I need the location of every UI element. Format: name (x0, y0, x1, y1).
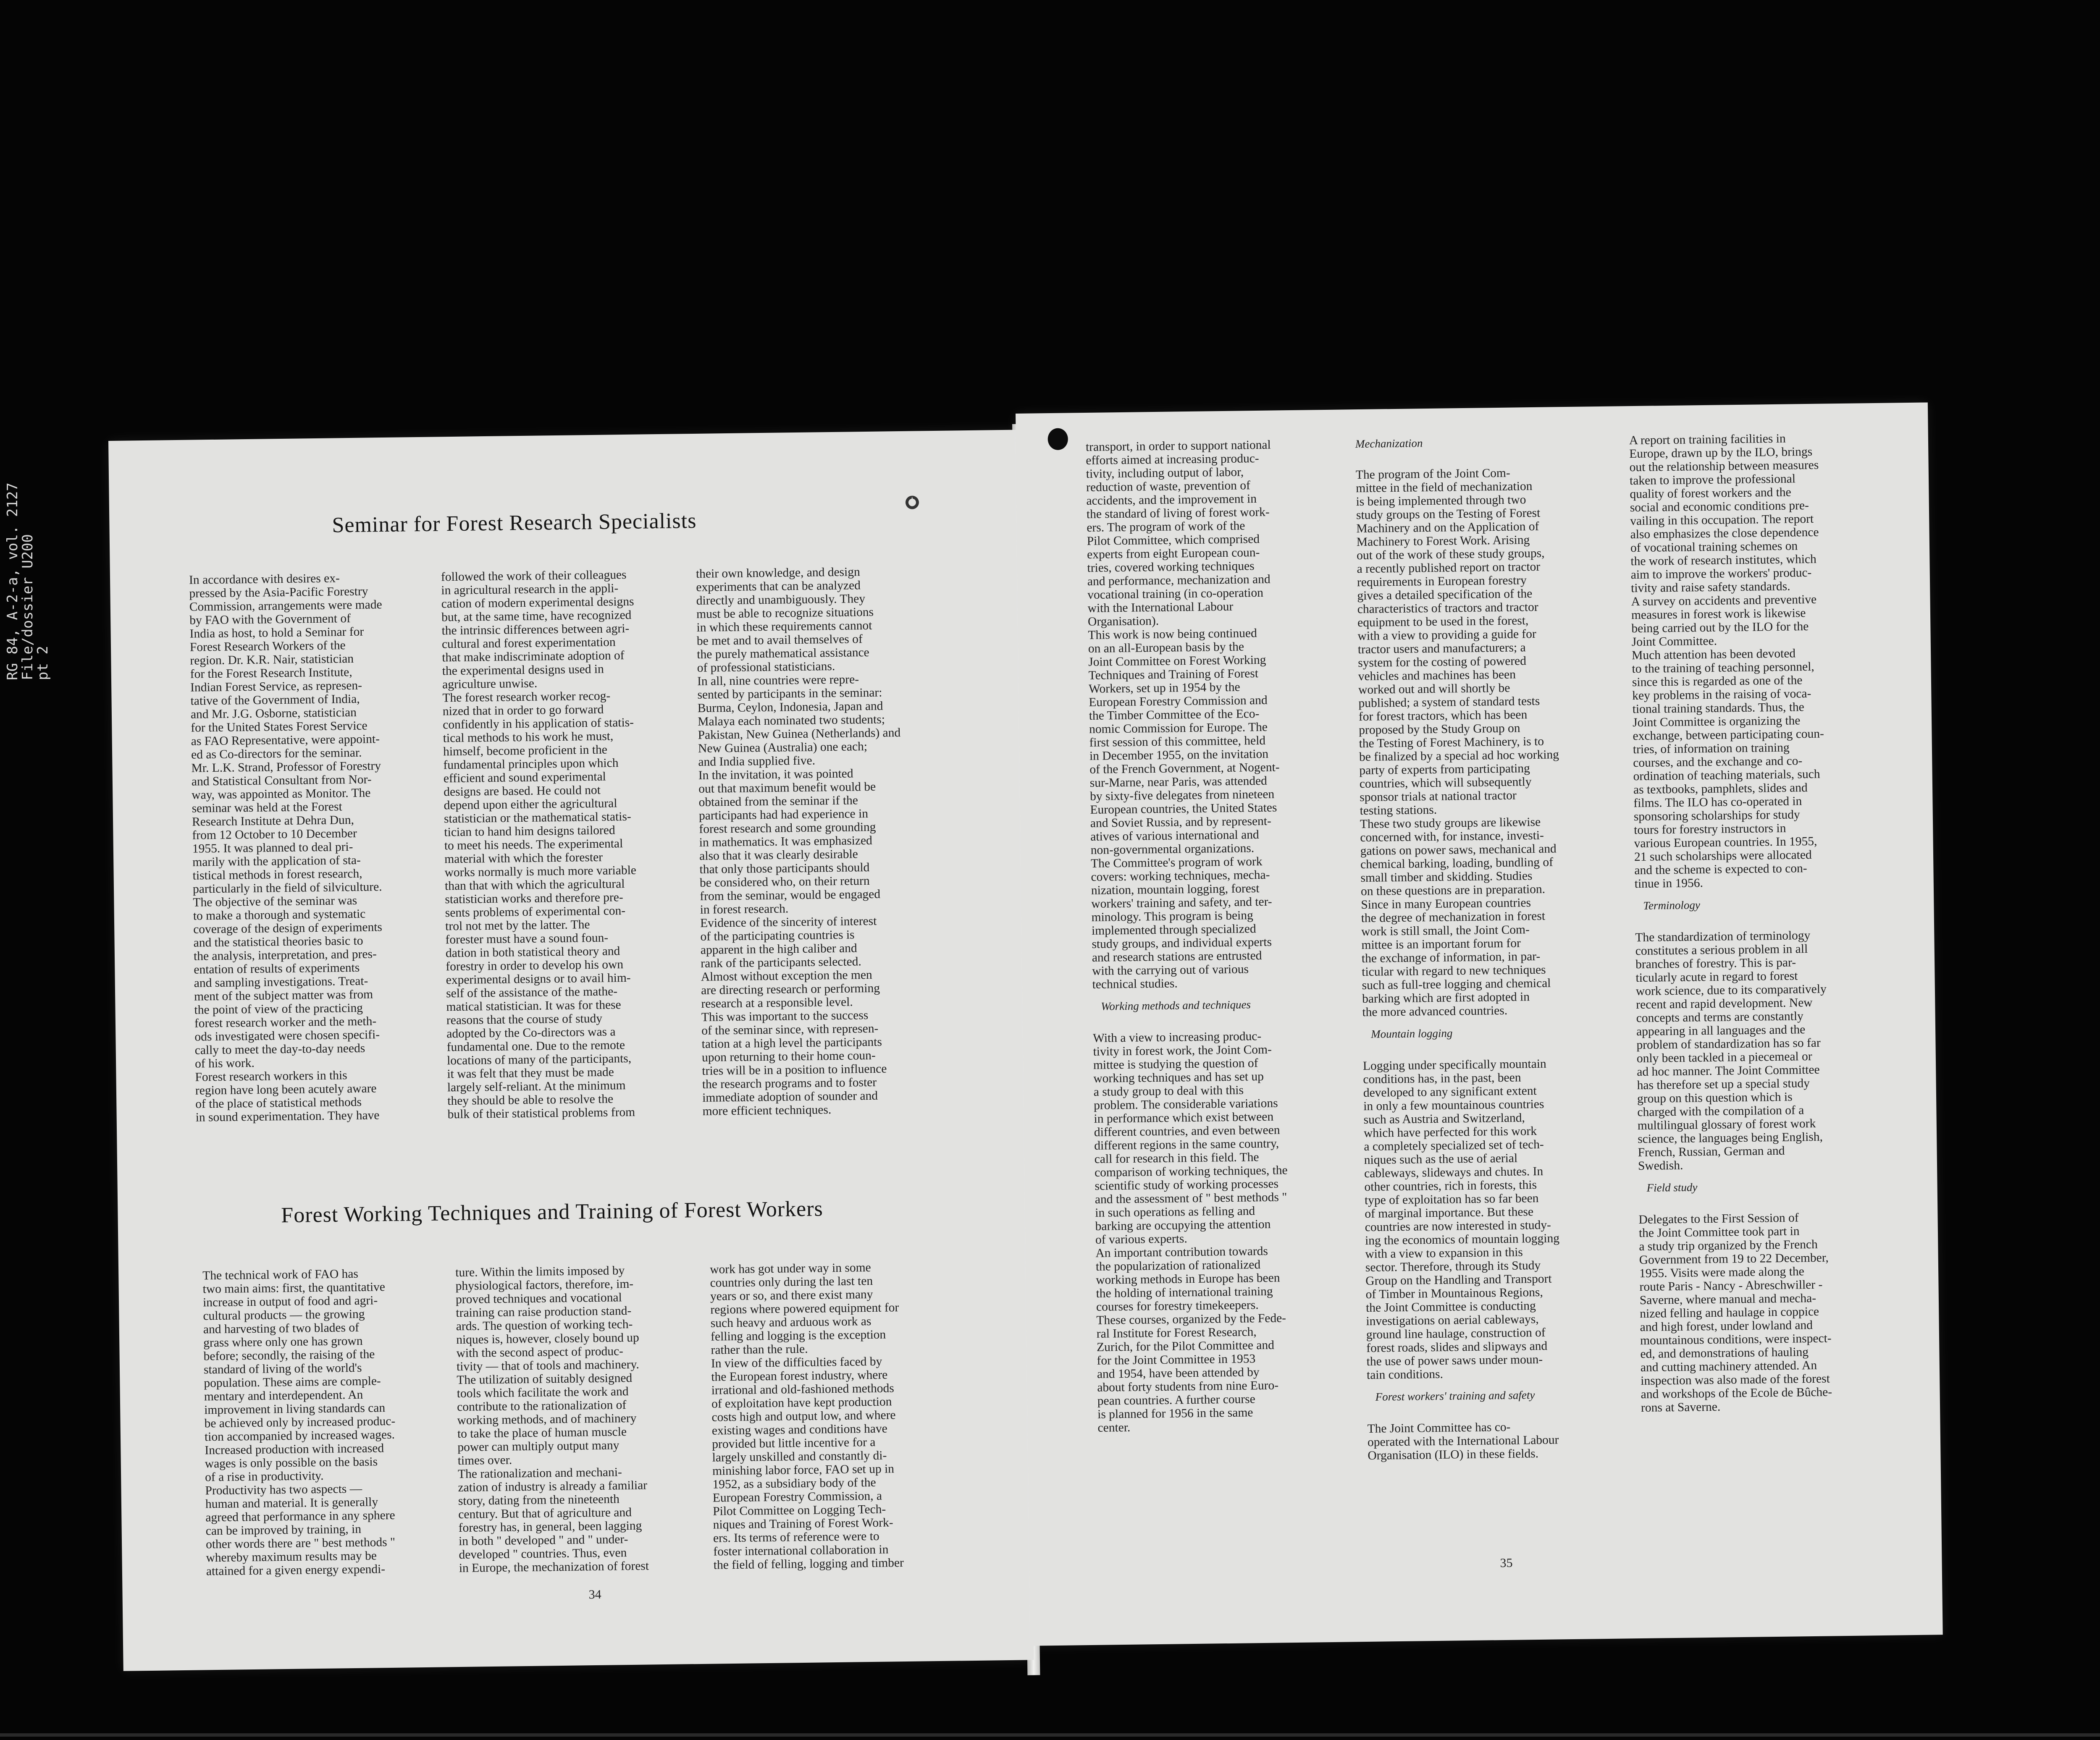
workers-column-1: The technical work of FAO has two main aims: first, the quantitative increase in output of food and agri- cultural products — the growing and harvesting of two blades of grass where only one has grown before; secondly, the raising of the standard of living of the world's population. These aims are comple- mentary and interdependent. An improvement in living standards can be achieved only by increased produc- tion accompanied by increased wages. Increased production with increased wages is only possible on the basis of a rise in productivity. Productivity has two aspects — human and material. It is generally agreed that performance in any sphere can be improved by training, in other words there are " best methods " whereby maximum results may be attained for a given energy expendi- (202, 1267, 396, 1578)
subheading-mountain-logging: Mountain logging (1370, 1027, 1453, 1040)
subheading-field-study: Field study (1646, 1181, 1698, 1194)
seminar-column-1: In accordance with desires ex- pressed by the Asia-Pacific Forestry Commission, arrangements were made by FAO with the Government of India as host, to hold a Seminar for Forest Research Workers of the region. Dr. K.R. Nair, statistician for the Forest Research Institute, Indian Forest Service, as represen- tative of the Government of India, and Mr. J.G. Osborne, statistician for the United States Forest Service as FAO Representative, were appoint- ed as Co-directors for the seminar. Mr. L.K. Strand, Professor of Forestry and Statistical Consultant from Nor- way, was appointed as Monitor. The seminar was held at the Forest Research Institute at Dehra Dun, from 12 October to 10 December 1955. It was planned to deal pri- marily with the application of sta- tistical methods in forest research, particularly in the field of silviculture. The objective of the seminar was to make a thorough and systematic coverage of the design of experiments and the statistical theories basic to the analysis, interpretation, and pres- entation of results of experiments and sampling investigations. Treat- ment of the subject matter was from the point of view of the practicing forest research worker and the meth- ods investigated were chosen specifi- cally to meet the day-to-day needs of his work. Forest research workers in this region have long been acutely aware of the place of statistical methods in sound experimentation. They have (189, 571, 383, 1124)
workers-column-3: work has got under way in some countries only during the last ten years or so, and there exist many regions where powered equipment for such heavy and arduous work as felling and logging is the exception rather than the rule. In view of the difficulties faced by the European forest industry, where irrational and old-fashioned methods of exploitation have kept production costs high and output low, and where existing wages and conditions have provided but little incentive for a largely unskilled and constantly di- minishing labor force, FAO set up in 1952, as a subsidiary body of the European Forestry Commission, a Pilot Committee on Logging Tech- niques and Training of Forest Work- ers. Its terms of reference were to foster international collaboration in the field of felling, logging and timber (710, 1260, 904, 1572)
right-column-3 (1629, 417, 1897, 1415)
scan-edge (0, 1733, 2100, 1737)
right-column-3c-text: Delegates to the First Session of the Joint Committee took part in a study trip organized by the French Government from 19 to 22 December, 1955. Visits were made along the route Paris - Nancy - Abreschwiller - Saverne, where manual and mecha- nized felling and haulage in coppice and high forest, under lowland and mountainous conditions, were inspect- ed, and demonstrations of hauling and cutting machinery attended. An inspection was also made of the forest and workshops of the Ecole de Bûche- rons at Saverne. (1638, 1211, 1832, 1415)
workers-column-2: ture. Within the limits imposed by physiological factors, therefore, im- proved techniques and vocational training can raise production stand- ards. The question of working tech- niques is, however, closely bound up with the second aspect of produc- tivity — that of tools and machinery. The utilization of suitably designed tools which facilitate the work and contribute to the rationalization of working methods, and of machinery to take the place of human muscle power can multiply output many times over. The rationalization and mechani- zation of industry is already a familiar story, dating from the nineteenth century. But that of agriculture and forestry has, in general, been lagging in both " developed " and " under- developed " countries. Thus, even in Europe, the mechanization of forest (455, 1264, 649, 1575)
reference-line-3: pt 2 (34, 646, 51, 680)
page-number-left: 34 (588, 1587, 601, 1602)
right-column-2b-text: Logging under specifically mountain conditions has, in the past, been developed to any significant extent in only a few mountainous countries such as Austria and Switzerland, which have perfected for this work a completely specialized set of tech- niques such as the use of aerial cableways, slideways and chutes. In other countries, rich in forests, this type of exploitation has so far been of marginal importance. But these countries are now interested in study- ing the economics of mountain logging with a view to expansion in this sector. Therefore, through its Study Group on the Handling and Transport of Timber in Mountainous Regions, the Joint Committee is conducting investigations on aerial cableways, ground line haulage, construction of forest roads, slides and slipways and the use of power saws under moun- tain conditions. (1362, 1057, 1560, 1382)
right-column-1 (1085, 424, 1354, 1435)
right-column-2-text: The program of the Joint Com- mittee in the field of mechanization is being implemented through two study groups on the Testing of Forest Machinery and on the Application of Machinery to Forest Work. Arising out of the work of these study groups, a recently published report on tractor requirements in European forestry gives a detailed specification of the characteristics of tractors and tractor equipment to be used in the forest, with a view to providing a guide for tractor users and manufacturers; a system for the costing of powered vehicles and machines has been worked out and will shortly be published; a system of standard tests for forest tractors, which has been proposed by the Study Group on the Testing of Forest Machinery, is to be finalized by a special ad hoc working party of experts from participating countries, which will subsequently sponsor trials at national tractor testing stations. These two study groups are likewise concerned with, for instance, investi- gations on power saws, mechanical and chemical barking, loading, bundling of small timber and skidding. Studies on these questions are in preparation. Since in many European countries the degree of mechanization in forest work is still small, the Joint Com- mittee is an important forum for the exchange of information, in par- ticular with regard to new techniques such as full-tree logging and chemical barking which are first adopted in the more advanced countries. (1355, 466, 1559, 1019)
right-column-2c-text: The Joint Committee has co- operated with the International Labour Organisation (ILO) in these fields. (1367, 1420, 1559, 1462)
reference-label (5, 482, 50, 680)
ink-blot (1047, 428, 1068, 450)
subheading-working-methods: Working methods and techniques (1101, 998, 1251, 1013)
right-column-3b-text: The standardization of terminology constitutes a serious problem in all branches of forestry. This is par- ticularly acute in regard to forest work science, due to its comparatively recent and rapid development. New concepts and terms are constantly appearing in all languages and the problem of standardization has so far only been tackled in a piecemeal or ad hoc manner. The Joint Committee has therefore set up a special study group on this question which is charged with the compilation of a multilingual glossary of forest work science, the languages being English, French, Russian, German and Swedish. (1635, 928, 1827, 1173)
left-page (108, 430, 1034, 1671)
workers-title: Forest Working Techniques and Training of Forest Workers (281, 1197, 824, 1228)
reference-line-1: RG 84, A-2-a, vol. 2127 (4, 482, 21, 680)
seminar-title: Seminar for Forest Research Specialists (332, 508, 697, 537)
seminar-column-3: their own knowledge, and design experiments that can be analyzed directly and unambiguously. They must be able to recognize situations in which these requirements cannot be met and to avail themselves of the purely mathematical assistance of professional statisticians. In all, nine countries were repre- sented by participants in the seminar: Burma, Ceylon, Indonesia, Japan and Malaya each nominated two students; Pakistan, New Guinea (Netherlands) and New Guinea (Australia) one each; and India supplied five. In the invitation, it was pointed out that maximum benefit would be obtained from the seminar if the participants had had experience in forest research and some grounding in mathematics. It was emphasized also that it was clearly desirable that only those participants should be considered who, on their return from the seminar, would be engaged in forest research. Evidence of the sincerity of interest of the participating countries is apparent in the high caliber and rank of the participants selected. Almost without exception the men are directing research or performing research at a responsible level. This was important to the success of the seminar since, with represen- tation at a high level the participants upon returning to their home coun- tries will be in a position to influence the research programs and to foster immediate adoption of sounder and more efficient techniques. (696, 565, 901, 1118)
page-number-right: 35 (1500, 1556, 1513, 1570)
seminar-column-2: followed the work of their colleagues in agricultural research in the appli- cation of modern experimental designs but, at the same time, have recognized the intrinsic differences between agri- cultural and forest experimentation that make indiscriminate adoption of the experimental designs used in agriculture unwise. The forest research worker recog- nized that in order to go forward confidently in his application of statis- tical methods to his work he must, himself, become proficient in the fundamental principles upon which efficient and sound experimental designs are based. He could not depend upon either the agricultural statistician or the mathematical statis- tician to hand him designs tailored to meet his needs. The experimental material with which the forester works normally is much more variable than that with which the agricultural statistician works and therefore pre- sents problems of experimental con- trol not met by the latter. The forester must have a sound foun- dation in both statistical theory and forestry in order to develop his own experimental designs or to avail him- self of the assistance of the mathe- matical statistician. It was for these reasons that the course of study adopted by the Co-directors was a fundamental one. Due to the remote locations of many of the participants, it was felt that they must be made largely self-reliant. At the minimum they should be able to resolve the bulk of their statistical problems from (441, 568, 637, 1122)
subheading-terminology: Terminology (1643, 899, 1701, 912)
subheading-training-safety: Forest workers' training and safety (1375, 1389, 1535, 1403)
reference-label-strip (0, 0, 51, 680)
fao-emblem-icon (903, 494, 921, 511)
right-column-3-text: A report on training facilities in Europe, drawn up by the ILO, brings out the relationship between measures taken to improve the professional quality of forest workers and the social and economic conditions pre- vailing in this occupation. The report also emphasizes the close dependence of vocational training schemes on the work of research institutes, which aim to improve the workers' produc- tivity and raise safety standards. A survey on accidents and preventive measures in forest work is likewise being carried out by the ILO for the Joint Committee. Much attention has been devoted to the training of teaching personnel, since this is regarded as one of the key problems in the raising of voca- tional training standards. Thus, the Joint Committee is organizing the exchange, between participating coun- tries, of information on training courses, and the exchange and co- ordination of teaching materials, such as textbooks, pamphlets, slides and films. The ILO has co-operated in sponsoring scholarships for study tours for forestry instructors in various European countries. In 1955, 21 such scholarships were allocated and the scheme is expected to con- tinue in 1956. (1629, 432, 1824, 891)
subheading-mechanization: Mechanization (1355, 437, 1423, 451)
right-column-1b-text: With a view to increasing produc- tivity in forest work, the Joint Com- mittee is studying the question of working techniques and has set up a study group to deal with this problem. The considerable variations in performance which exist between different countries, and even between different regions in the same country, call for research in this field. The comparison of working techniques, the scientific study of working processes and the assessment of " best methods " in such operations as felling and barking are occupying the attention of various experts. An important contribution towards the popularization of rationalized working methods in Europe has been the holding of international training courses for forestry timekeepers. These courses, organized by the Fede- ral Institute for Forest Research, Zurich, for the Pilot Committee and for the Joint Committee in 1953 and 1954, have been attended by about forty students from nine Euro- pean countries. A further course is planned for 1956 in the same center. (1092, 1029, 1288, 1435)
right-column-1-text: transport, in order to support national efforts aimed at increasing produc- tivity, including output of labor, reduction of waste, prevention of accidents, and the improvement in the standard of living of forest work- ers. The program of work of the Pilot Committee, which comprised experts from eight European coun- tries, covered working techniques and performance, mechanization and vocational training (in co-operation with the International Labour Organisation). This work is now being continued on an all-European basis by the Joint Committee on Forest Working Techniques and Training of Forest Workers, set up in 1954 by the European Forestry Commission and the Timber Committee of the Eco- nomic Commission for Europe. The first session of this committee, held in December 1955, on the invitation of the French Government, at Nogent- sur-Marne, near Paris, was attended by sixty-five delegates from nineteen European countries, the United States and Soviet Russia, and by represent- atives of various international and non-governmental organizations. The Committee's program of work covers: working techniques, mecha- nization, mountain logging, forest workers' training and safety, and ter- minology. This program is being implemented through specialized study groups, and individual experts and research stations are entrusted with the carrying out of various technical studies. (1085, 438, 1280, 991)
reference-line-2: File/dossier U200 (19, 534, 36, 680)
right-page (1016, 402, 1943, 1646)
right-column-2 (1355, 421, 1624, 1462)
